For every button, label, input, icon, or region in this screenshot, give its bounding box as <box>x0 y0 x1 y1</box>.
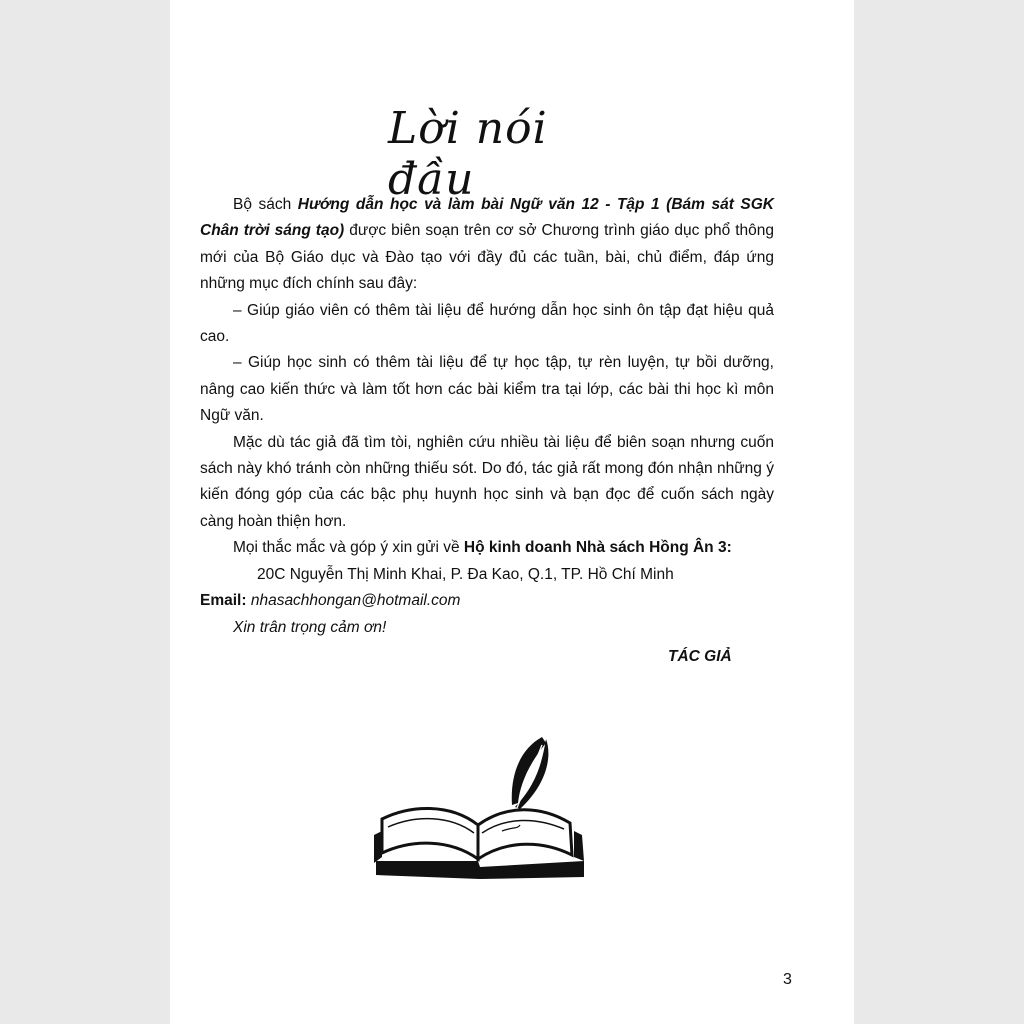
contact-prefix: Mọi thắc mắc và góp ý xin gửi về <box>233 539 464 557</box>
page-title <box>388 103 648 205</box>
page-number: 3 <box>783 971 792 988</box>
contact-address: 20C Nguyễn Thị Minh Khai, P. Đa Kao, Q.1, TP. Hồ Chí Minh <box>257 565 674 583</box>
intro-paragraph <box>200 192 774 298</box>
open-book-quill-icon <box>370 735 590 890</box>
feedback-paragraph: Mặc dù tác giả đã tìm tòi, nghiên cứu nhiều tài liệu để biên soạn nhưng cuốn sách này khó tránh còn những thiếu sót. Do đó, tác giả rất mong đón nhận những ý kiến đóng góp của các bậc phụ huynh học sinh và bạn đọc để cuốn sách ngày càng hoàn thiện hơn. <box>200 433 774 530</box>
page-title-text: Lời nói đầu <box>388 103 548 205</box>
preface-body <box>200 192 774 641</box>
author-signature: TÁC GIẢ <box>668 648 732 665</box>
email-address: nhasachhongan@hotmail.com <box>250 592 461 610</box>
intro-suffix: được biên soạn trên cơ sở Chương trình giáo dục phổ thông mới của Bộ Giáo dục và Đào tạo với đầy đủ các tuần, bài, chủ điểm, đáp ứng những mục đích chính sau đây: <box>200 222 774 293</box>
contact-line <box>200 535 774 561</box>
intro-prefix: Bộ sách <box>233 196 298 213</box>
contact-email-line <box>200 588 774 614</box>
email-label: Email: <box>200 592 247 610</box>
contact-company: Hộ kinh doanh Nhà sách Hồng Ân 3 <box>463 539 727 557</box>
contact-suffix: : <box>726 539 732 557</box>
purpose-teachers: – Giúp giáo viên có thêm tài liệu để hướng dẫn học sinh ôn tập đạt hiệu quả cao. <box>200 301 774 346</box>
purpose-students: – Giúp học sinh có thêm tài liệu để tự học tập, tự rèn luyện, tự bồi dưỡng, nâng cao kiến thức và làm tốt hơn các bài kiểm tra tại lớp, các bài thi học kì môn Ngữ văn. <box>200 354 774 425</box>
book-title: Hướng dẫn học và làm bài Ngữ văn 12 - Tập 1 (Bám sát SGK Chân trời sáng tạo) <box>200 196 774 240</box>
thanks-line: Xin trân trọng cảm ơn! <box>233 618 387 636</box>
